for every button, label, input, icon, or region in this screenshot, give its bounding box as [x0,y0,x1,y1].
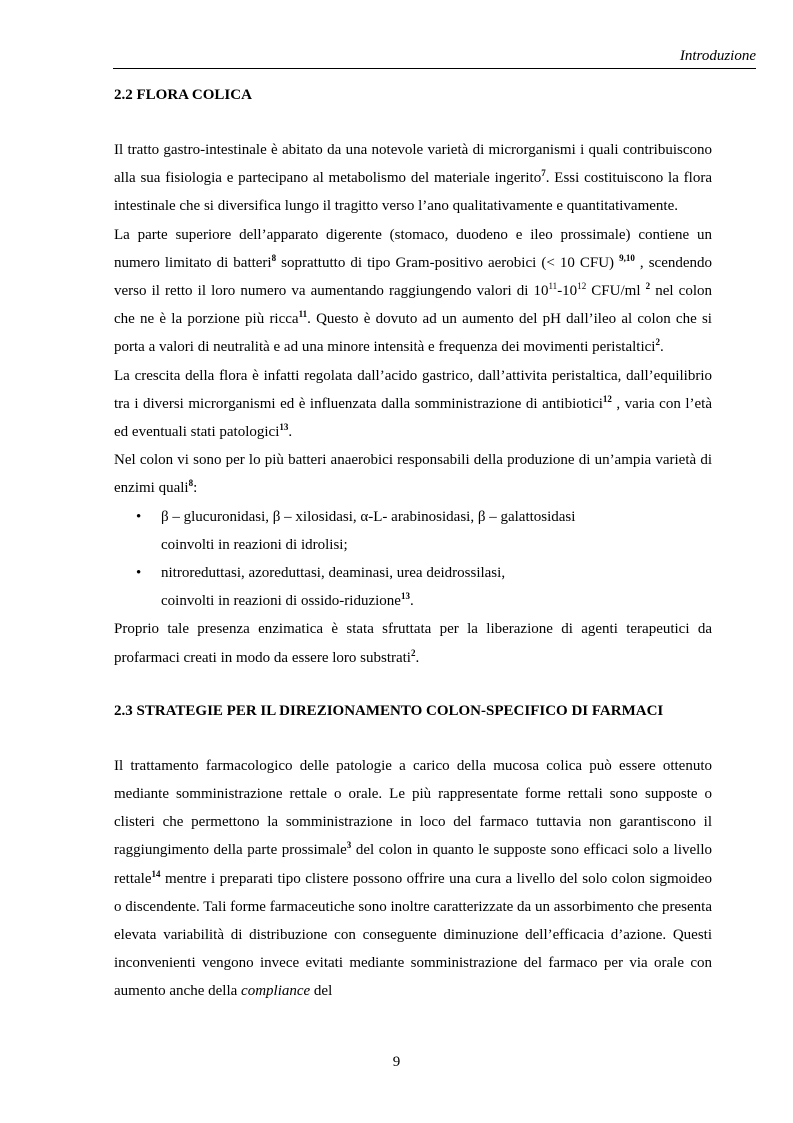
page-body [114,83,712,1006]
paragraph: Il tratto gastro-intestinale è abitato da una notevole varietà di microrganismi i quali contribuiscono alla sua fisiologia e partecipano al metabolismo del materiale ingerito$^7$. Essi costituiscono la flora intestinale che si diversifica lungo il tragitto verso l’ano qualitativamente e quantitativamente. [114,142,712,215]
citation: 12 [602,393,612,404]
list-item: • nitroreduttasi, azoreduttasi, deaminasi, urea deidrossilasi, coinvolti in reazioni di ossido-riduzione$^{13}$. [114,559,712,615]
citation: 9,10 [619,252,635,263]
citation: 13 [279,422,289,433]
citation: 14 [151,868,161,879]
citation: 11 [298,309,308,320]
paragraph: La parte superiore dell’apparato digerente (stomaco, duodeno e ileo prossimale) contiene un numero limitato di batteri$^8$ soprattutto di tipo Gram-positivo aerobici (< 10 CFU) $^{9,10}$ , scendendo verso il retto il loro numero va aumentando raggiungendo valori di $10^{11}-10^{12}$ CFU/ml $^2$ nel colon che ne è la porzione più ricca$^{11}$. Questo è dovuto ad un aumento del pH dall’ileo al colon che si porta a valori di neutralità e ad una minore intensità e frequenza dei movimenti peristaltici$^2$. [114,226,713,356]
header-title: Introduzione [679,48,756,64]
exponent: 12 [577,281,587,292]
section-heading-strategie: 2.3 STRATEGIE PER IL DIREZIONAMENTO COLON-SPECIFICO DI FARMACI [114,702,664,719]
list-item: • β – glucuronidasi, β – xilosidasi, α-L- arabinosidasi, β – galattosidasi coinvolti in reazioni di idrolisi; [114,503,712,559]
citation: 3 [346,840,352,851]
paragraph: Il trattamento farmacologico delle patologie a carico della mucosa colica può essere ottenuto mediante somministrazione rettale o orale. Le più rappresentate forme rettali sono supposte o clisteri che permettono la somministrazione in loco del farmaco tuttavia non garantiscono il raggiungimento della parte prossimale$^3$ del colon in quanto le supposte sono efficaci solo a livello rettale$^{14}$ mentre i preparati tipo clistere possono offrire una cura a livello del solo colon sigmoideo o discendente. Tali forme farmaceutiche sono inoltre caratterizzate da un assorbimento che presenta elevata variabilità di distribuzione con conseguente diminuzione dell’efficacia d’azione. Questi inconvenienti vengono invece evitati mediante somministrazione del farmaco per via orale con aumento anche della compliance del [114,757,712,1000]
citation: 2 [410,647,416,658]
page-header [113,48,756,69]
paragraph: La crescita della flora è infatti regolata dall’acido gastrico, dall’attivita peristaltica, dall’equilibrio tra i diversi microrganismi ed è influenzata dalla somministrazione di antibiotici$^{12}$ , varia con l’età ed eventuali stati patologici$^{13}$. [114,367,712,441]
citation: 7 [541,168,546,179]
exponent: 11 [548,281,558,292]
citation: 13 [400,591,410,602]
bullet-icon: • [136,508,142,525]
page-number: 9 [392,1054,401,1070]
citation: 2 [655,337,660,348]
citation: 8 [188,478,194,489]
section-heading-flora-colica: 2.2 FLORA COLICA [114,87,252,103]
enzyme-list [114,503,712,616]
citation: 8 [271,252,277,263]
bullet-icon: • [136,565,142,582]
paragraph: Proprio tale presenza enzimatica è stata sfruttata per la liberazione di agenti terapeutici da profarmaci creati in modo da essere loro substrati$^2$. [114,621,712,666]
citation: 2 [645,281,651,292]
paragraph: Nel colon vi sono per lo più batteri anaerobici responsabili della produzione di un’ampia varietà di enzimi quali$^8$: [114,452,712,497]
